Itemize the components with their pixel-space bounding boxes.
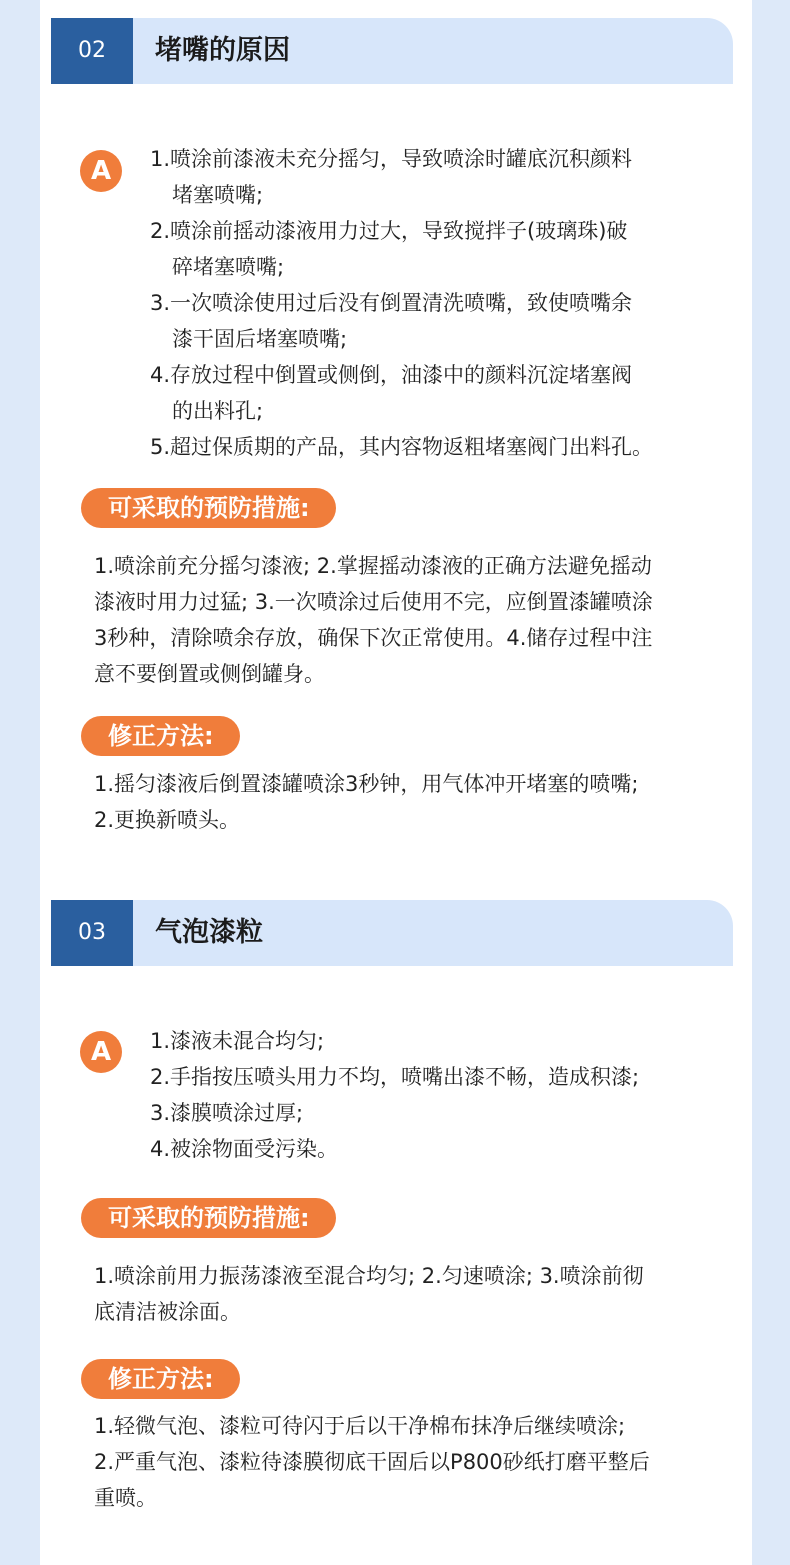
reason-line: 2.手指按压喷头用力不均，喷嘴出漆不畅，造成积漆; <box>150 1065 640 1089</box>
prevention-line: 1.喷涂前用力振荡漆液至混合均匀; 2.匀速喷涂; 3.喷涂前彻 <box>94 1264 644 1288</box>
list-item <box>150 1023 639 1059</box>
fix-line: 2.更换新喷头。 <box>94 808 241 832</box>
reason-list <box>150 141 653 465</box>
prevention-line: 1.喷涂前充分摇匀漆液; 2.掌握摇动漆液的正确方法避免摇动 <box>94 554 652 578</box>
prevention-label: 可采取的预防措施: <box>81 488 336 528</box>
list-item <box>150 1095 639 1131</box>
list-item <box>150 213 653 285</box>
reason-line: 2.喷涂前摇动漆液用力过大，导致搅拌子(玻璃珠)破 <box>150 219 628 243</box>
list-item <box>150 429 653 465</box>
fix-line: 重喷。 <box>94 1486 157 1510</box>
section-header <box>51 18 733 84</box>
answer-badge: A <box>80 1031 122 1073</box>
section-title-bar <box>133 18 733 84</box>
reason-line: 3.漆膜喷涂过厚; <box>150 1101 304 1125</box>
prevention-line: 底清洁被涂面。 <box>94 1300 241 1324</box>
section-title: 气泡漆粒 <box>155 917 263 948</box>
list-item <box>150 1131 639 1167</box>
reason-line: 4.被涂物面受污染。 <box>150 1137 339 1161</box>
section-title-bar <box>133 900 733 966</box>
reason-line-cont: 堵塞喷嘴; <box>172 183 264 207</box>
list-item <box>150 357 653 429</box>
fix-line: 2.严重气泡、漆粒待漆膜彻底干固后以P800砂纸打磨平整后 <box>94 1450 650 1474</box>
reason-line: 3.一次喷涂使用过后没有倒置清洗喷嘴，致使喷嘴余 <box>150 291 633 315</box>
section-header <box>51 900 733 966</box>
answer-badge: A <box>80 150 122 192</box>
reason-line-cont: 的出料孔; <box>172 399 264 423</box>
prevention-line: 3秒种，清除喷余存放，确保下次正常使用。4.储存过程中注 <box>94 626 653 650</box>
prevention-text <box>94 1258 734 1330</box>
reason-line: 5.超过保质期的产品，其内容物返粗堵塞阀门出料孔。 <box>150 435 654 459</box>
list-item <box>150 141 653 213</box>
section-title: 堵嘴的原因 <box>155 35 290 66</box>
prevention-text <box>94 548 734 692</box>
fix-text <box>94 766 734 838</box>
reason-line-cont: 漆干固后堵塞喷嘴; <box>172 327 348 351</box>
prevention-line: 漆液时用力过猛; 3.一次喷涂过后使用不完，应倒置漆罐喷涂 <box>94 590 653 614</box>
reason-line-cont: 碎堵塞喷嘴; <box>172 255 285 279</box>
fix-label: 修正方法: <box>81 716 240 756</box>
fix-line: 1.轻微气泡、漆粒可待闪于后以干净棉布抹净后继续喷涂; <box>94 1414 626 1438</box>
prevention-label: 可采取的预防措施: <box>81 1198 336 1238</box>
fix-line: 1.摇匀漆液后倒置漆罐喷涂3秒钟，用气体冲开堵塞的喷嘴; <box>94 772 639 796</box>
reason-list <box>150 1023 639 1167</box>
reason-line: 4.存放过程中倒置或侧倒，油漆中的颜料沉淀堵塞阀 <box>150 363 633 387</box>
section-number: 02 <box>51 18 133 84</box>
reason-line: 1.喷涂前漆液未充分摇匀，导致喷涂时罐底沉积颜料 <box>150 147 633 171</box>
list-item <box>150 1059 639 1095</box>
fix-label: 修正方法: <box>81 1359 240 1399</box>
reason-line: 1.漆液未混合均匀; <box>150 1029 325 1053</box>
prevention-line: 意不要倒置或侧倒罐身。 <box>94 662 325 686</box>
fix-text <box>94 1408 734 1516</box>
section-number: 03 <box>51 900 133 966</box>
list-item <box>150 285 653 357</box>
